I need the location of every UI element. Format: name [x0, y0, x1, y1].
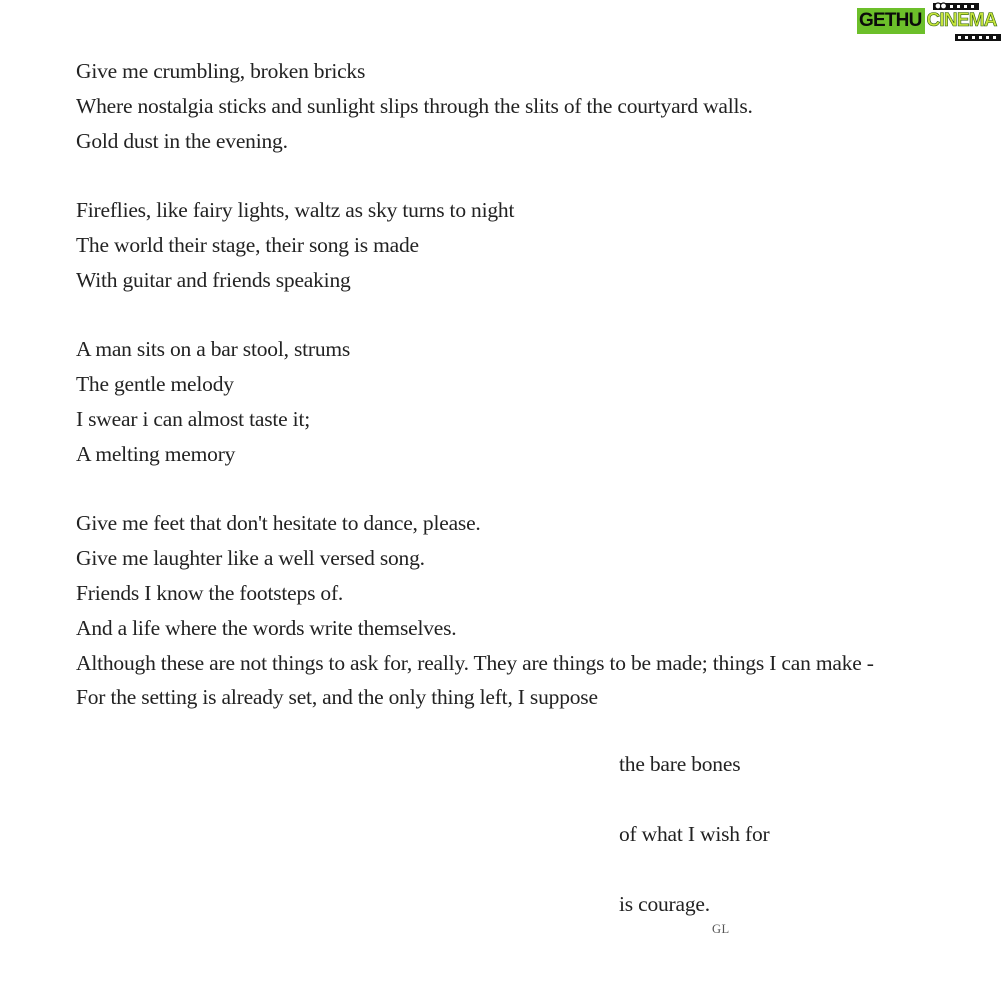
poem-line: Friends I know the footsteps of. — [76, 580, 344, 605]
logo-cinema-text: CINEMA — [926, 10, 997, 31]
logo-wordmark — [857, 8, 999, 34]
stanza-3 — [76, 332, 956, 471]
stanza-1 — [76, 54, 956, 158]
poem-line: I swear i can almost taste it; — [76, 406, 311, 431]
coda-line-2: of what I wish for — [619, 822, 770, 846]
poem-line: The world their stage, their song is made — [76, 232, 419, 257]
poem-line: The gentle melody — [76, 372, 234, 397]
stanza-4 — [76, 506, 956, 715]
poem-line: Give me crumbling, broken bricks — [76, 59, 366, 83]
coda-line-3: is courage. — [619, 892, 710, 916]
author-signature: GL — [712, 922, 730, 936]
poem-line: A melting memory — [76, 441, 236, 466]
poem-line: With guitar and friends speaking — [76, 267, 351, 292]
coda-line-1: the bare bones — [619, 752, 741, 776]
gethu-cinema-logo — [855, 3, 1003, 41]
poem-line: Give me feet that don't hesitate to dance, please. — [76, 511, 481, 536]
poem-line: For the setting is already set, and the only thing left, I suppose — [76, 685, 598, 710]
poem-line: A man sits on a bar stool, strums — [76, 337, 351, 362]
poem-line: Where nostalgia sticks and sunlight slips through the slits of the courtyard walls. — [76, 93, 753, 118]
film-strip-bottom-icon — [955, 34, 1001, 41]
poem-line: Give me laughter like a well versed song. — [76, 546, 425, 571]
poem-line: Fireflies, like fairy lights, waltz as sky turns to night — [76, 198, 515, 223]
poem-line: Gold dust in the evening. — [76, 128, 288, 153]
logo-gethu-text: GETHU — [857, 8, 925, 34]
stanza-2 — [76, 193, 956, 297]
poem-body — [76, 54, 956, 750]
poem-line: And a life where the words write themselves. — [76, 615, 457, 640]
poem-line: Although these are not things to ask for, really. They are things to be made; things I can make - — [76, 650, 874, 675]
